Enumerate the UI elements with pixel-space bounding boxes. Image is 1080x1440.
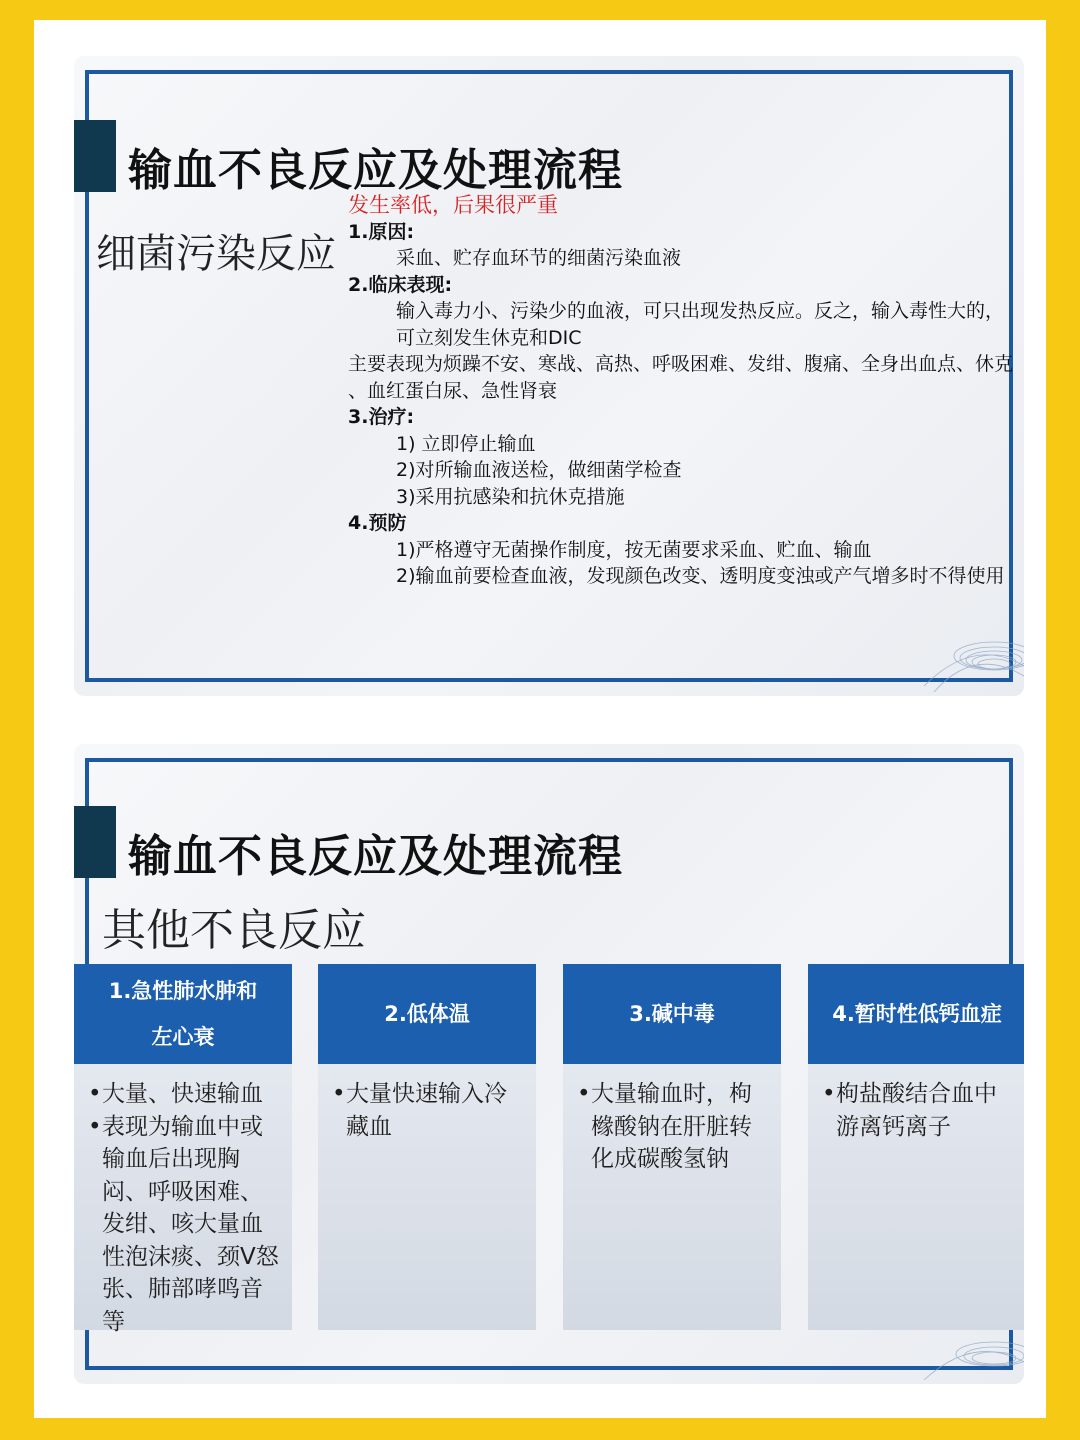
main-symptoms-line-1: 主要表现为烦躁不安、寒战、高热、呼吸困难、发绀、腹痛、全身出血点、休克 <box>348 353 1014 375</box>
card-header: 3.碱中毒 <box>563 964 781 1064</box>
card-body <box>74 1064 292 1335</box>
reaction-cards <box>74 964 1024 1335</box>
list-item: • 大量、快速输血 <box>88 1081 263 1107</box>
section-heading: 其他不良反应 <box>102 905 366 956</box>
clinical-line-1: 输入毒力小、污染少的血液，可只出现发热反应。反之，输入毒性大的， <box>396 300 1005 322</box>
list-item: • 枸盐酸结合血中游离钙离子 <box>822 1081 997 1140</box>
card-acute-pulmonary-edema <box>74 964 292 1335</box>
card-body <box>808 1064 1024 1330</box>
treatment-item: 1) 立即停止输血 <box>396 432 536 455</box>
title-accent-bar <box>74 806 116 878</box>
cause-text: 采血、贮存血环节的细菌污染血液 <box>396 247 682 269</box>
section-heading: 细菌污染反应 <box>96 231 336 277</box>
card-header: 1.急性肺水肿和 左心衰 <box>74 964 292 1064</box>
swirl-decoration-icon <box>914 606 1024 696</box>
card-alkalosis <box>563 964 781 1330</box>
list-item: • 大量快速输入冷藏血 <box>332 1081 507 1140</box>
list-item: • 表现为输血中或输血后出现胸闷、呼吸困难、发绀、咳大量血性泡沫痰、颈V怒张、肺部哮鸣音等 <box>88 1113 279 1335</box>
card-hypothermia <box>318 964 536 1330</box>
prevention-item: 2)输血前要检查血液，发现颜色改变、透明度变浊或产气增多时不得使用 <box>396 565 1005 587</box>
highlight-text: 发生率低，后果很严重 <box>348 193 558 217</box>
card-header: 4.暂时性低钙血症 <box>808 964 1024 1064</box>
slide-bacterial-contamination <box>74 56 1024 696</box>
clinical-label: 2.临床表现: <box>348 273 453 296</box>
title-accent-bar <box>74 120 116 192</box>
main-symptoms-line-2: 、血红蛋白尿、急性肾衰 <box>348 379 558 402</box>
treatment-label: 3.治疗: <box>348 406 415 428</box>
content-body <box>348 192 1014 590</box>
card-body <box>318 1064 536 1330</box>
card-body <box>563 1064 781 1330</box>
swirl-decoration-icon <box>914 1314 1024 1384</box>
slide-title: 输血不良反应及处理流程 <box>128 145 623 196</box>
slide-title: 输血不良反应及处理流程 <box>128 831 623 882</box>
treatment-item: 3)采用抗感染和抗休克措施 <box>396 485 625 508</box>
clinical-line-2: 可立刻发生休克和DIC <box>396 326 582 349</box>
card-header: 2.低体温 <box>318 964 536 1064</box>
page <box>34 20 1046 1418</box>
cause-label: 1.原因: <box>348 220 415 243</box>
card-hypocalcemia <box>808 964 1024 1330</box>
prevention-label: 4.预防 <box>348 512 407 534</box>
list-item: • 大量输血时，枸橼酸钠在肝脏转化成碳酸氢钠 <box>577 1081 752 1172</box>
prevention-item: 1)严格遵守无菌操作制度，按无菌要求采血、贮血、输血 <box>396 538 872 561</box>
treatment-item: 2)对所输血液送检，做细菌学检查 <box>396 459 682 481</box>
slide-other-reactions <box>74 744 1024 1384</box>
